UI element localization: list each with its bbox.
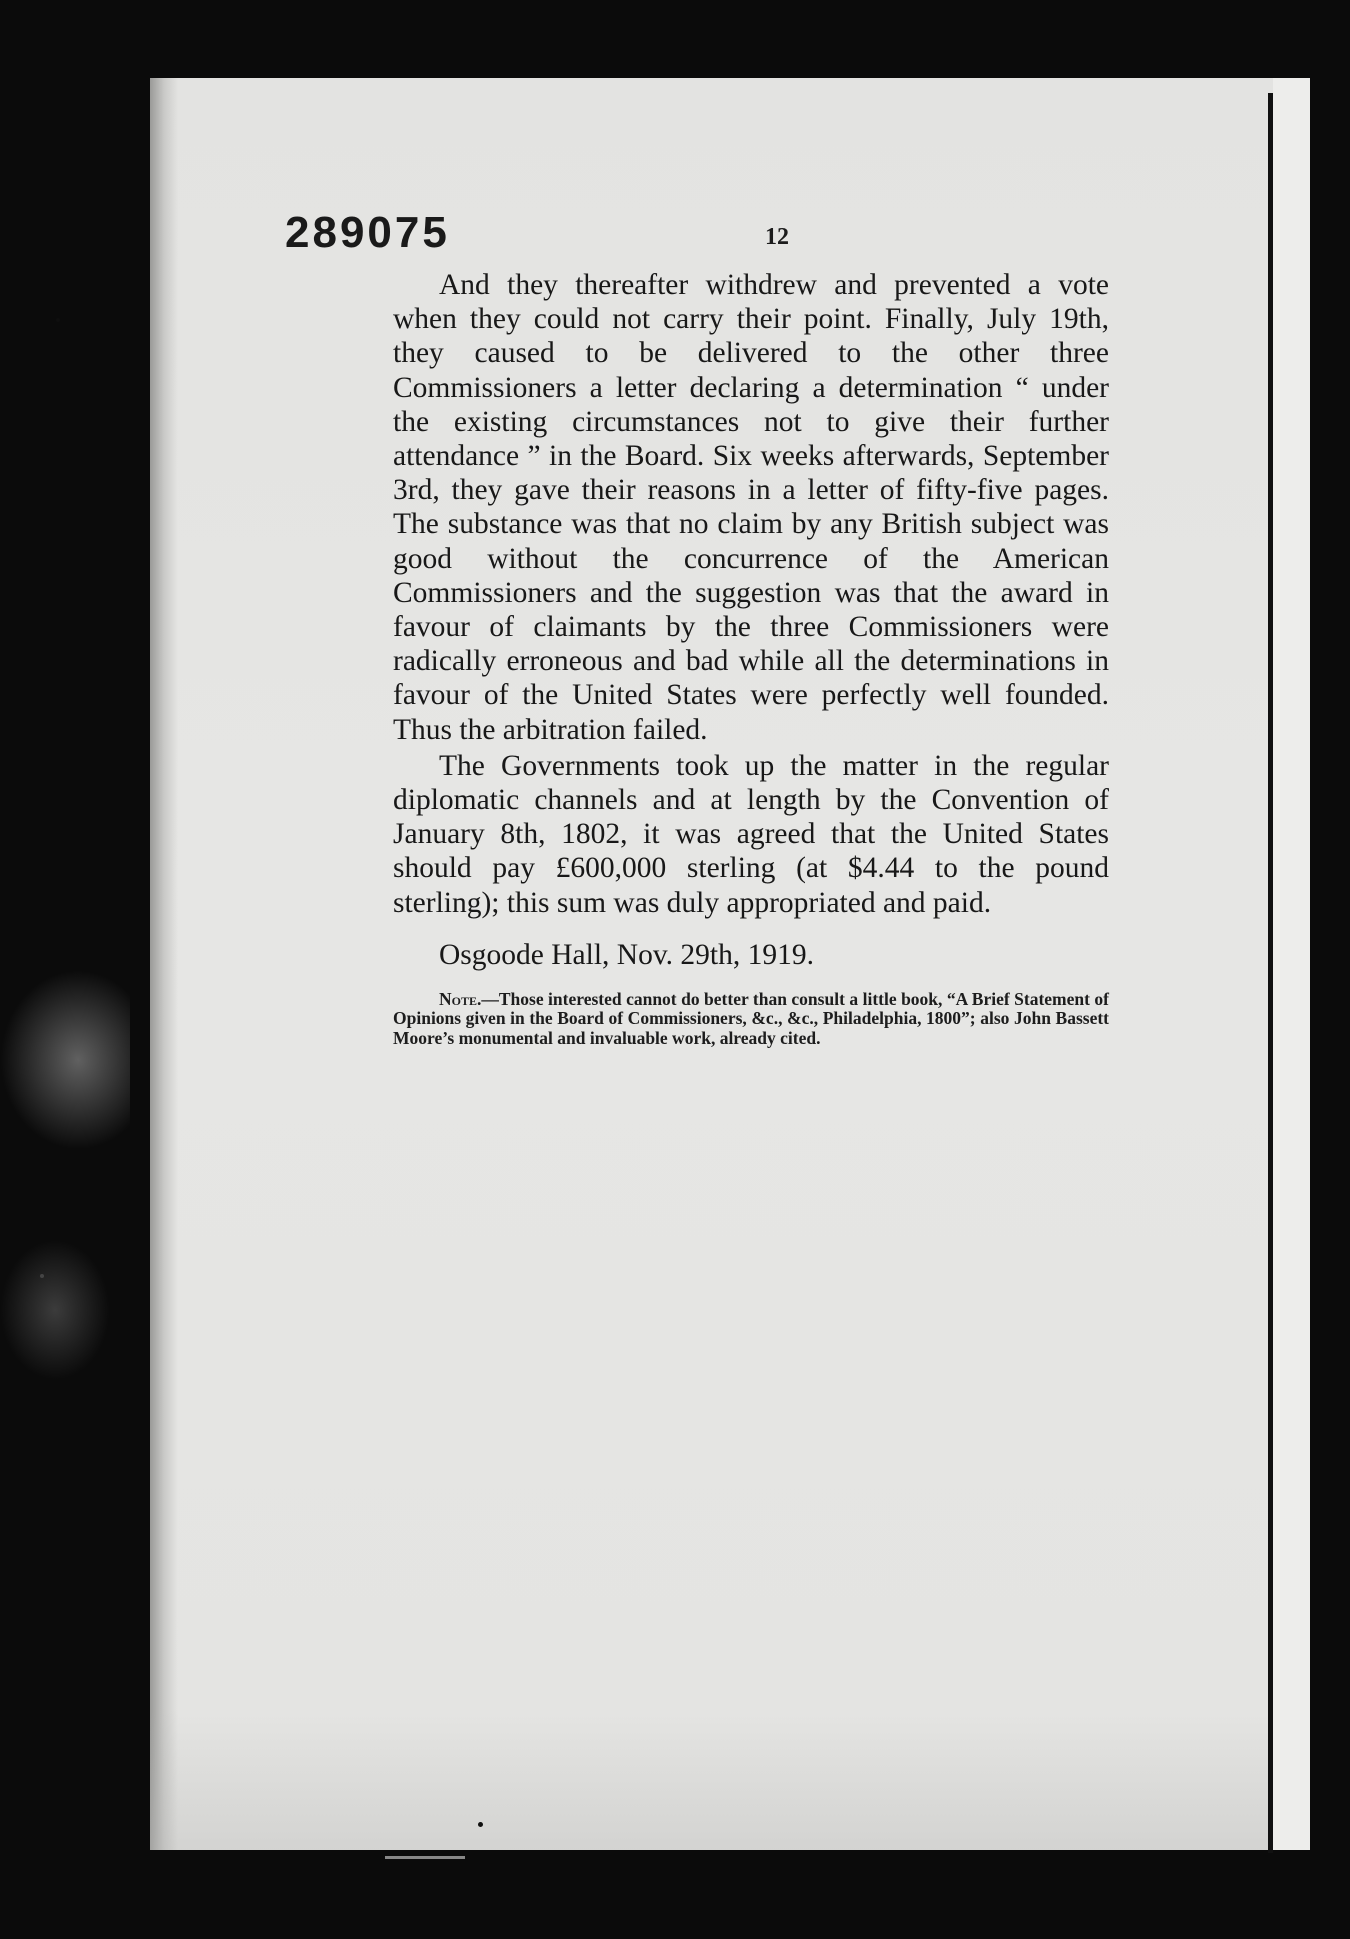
footnote-text: —Those interested cannot do better than consult a little book, “A Brief Statement of Opinions given in the Board of Commissioners, &c., &c., Philadelphia, 1800”; also John Bassett Moore’s monumental and invaluable work, already cited.: [393, 988, 1109, 1048]
scan-speck: [40, 1274, 44, 1278]
paragraph-1: And they thereafter withdrew and prevented a vote when they could not carry their point. Finally, July 19th, they caused to be delivered to the other three Commissioners a letter declaring a determination “ under the existing circumstances not to give their further attendance ” in the Board. Six weeks afterwards, September 3rd, they gave their reasons in a letter of fifty-five pages. The substance was that no claim by any British subject was good without the concurrence of the American Commissioners and the suggestion was that the award in favour of claimants by the three Commissioners were radically erroneous and bad while all the determinations in favour of the United States were perfectly well founded. Thus the arbitration failed.: [393, 269, 1109, 746]
footnote: [393, 990, 1109, 1049]
scan-dust-mark: [385, 1856, 465, 1859]
paragraph-2: The Governments took up the matter in the regular diplomatic channels and at length by the Convention of January 8th, 1802, it was agreed that the United States should pay £600,000 sterling (at $4.44 to the pound sterling); this sum was duly appropriated and paid.: [393, 749, 1109, 919]
scanned-page: [150, 78, 1310, 1850]
page-fold-line: [1268, 93, 1273, 1853]
body-text: [393, 268, 1109, 1048]
scan-speck: [56, 318, 60, 322]
catalog-stamp-number: 289075: [285, 208, 450, 257]
scan-speck: [478, 1822, 483, 1827]
scan-glare-artifact-lower: [0, 1240, 110, 1380]
footnote-label: Note.: [439, 988, 482, 1009]
page-bottom-shading: [150, 1710, 1310, 1850]
scan-glare-artifact: [0, 970, 130, 1150]
next-page-edge: [1273, 78, 1310, 1850]
page-edge-shadow: [150, 78, 178, 1850]
signature-date-line: Osgoode Hall, Nov. 29th, 1919.: [439, 938, 815, 971]
page-number: 12: [765, 224, 789, 250]
